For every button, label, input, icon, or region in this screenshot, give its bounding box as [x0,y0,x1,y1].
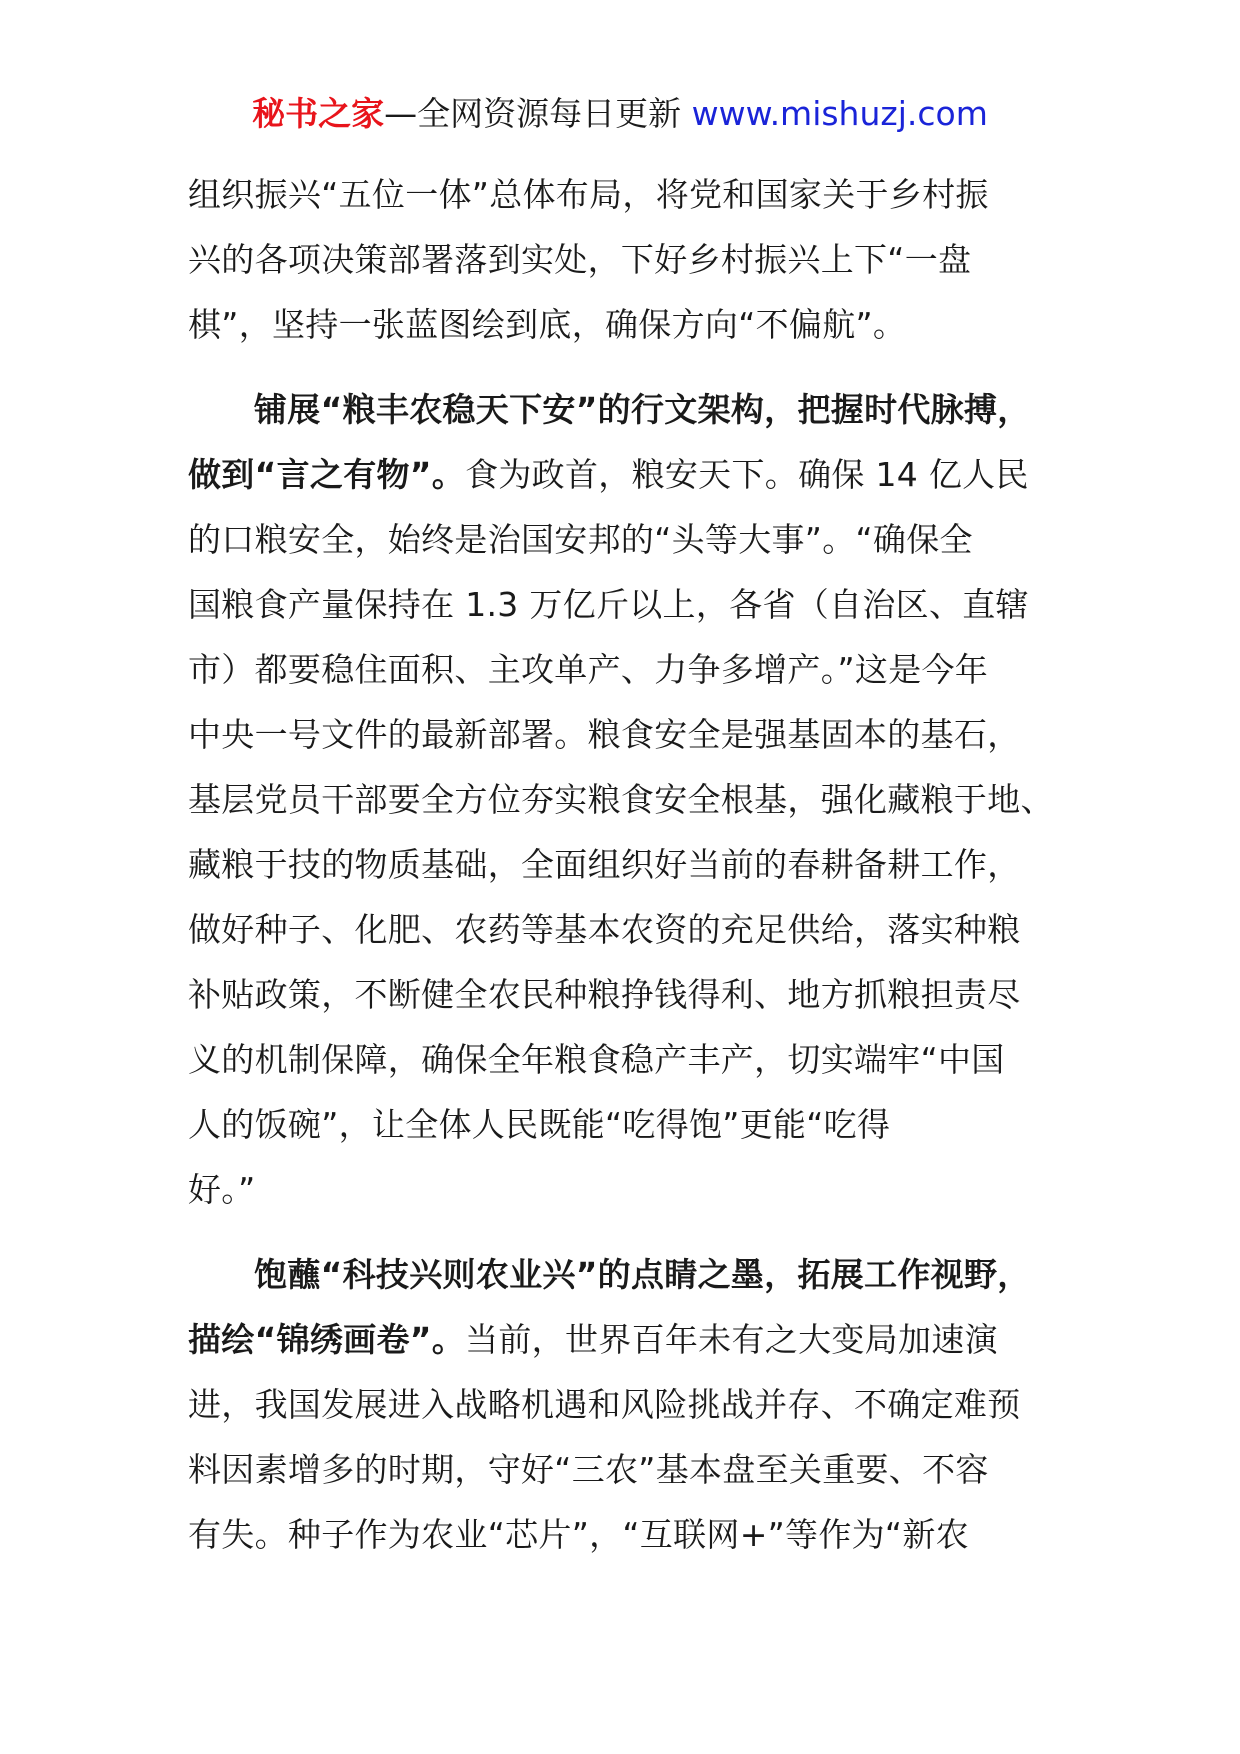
text-line: 基层党员干部要全方位夯实粮食安全根基，强化藏粮于地、 [188,780,1054,819]
text-line: 兴的各项决策部署落到实处，下好乡村振兴上下“一盘 [188,240,972,279]
text-segment: 食为政首，粮安天下。确保 14 亿人民 [465,455,1029,494]
text-line: 有失。种子作为农业“芯片”，“互联网+”等作为“新农 [188,1515,969,1554]
paragraph-3 [188,1242,1088,1567]
document-body [188,162,1088,1567]
text-line: 做好种子、化肥、农药等基本农资的充足供给，落实种粮 [188,910,1021,949]
text-line: 中央一号文件的最新部署。粮食安全是强基固本的基石， [188,715,1021,754]
text-line: 国粮食产量保持在 1.3 万亿斤以上，各省（自治区、直辖 [188,585,1029,624]
text-line: 补贴政策，不断健全农民种粮挣钱得利、地方抓粮担责尽 [188,975,1021,1014]
text-line: 好。” [188,1170,256,1209]
text-line: 藏粮于技的物质基础，全面组织好当前的春耕备耕工作， [188,845,1021,884]
text-line: 市）都要稳住面积、主攻单产、力争多增产。”这是今年 [188,650,989,689]
text-line: 的口粮安全，始终是治国安邦的“头等大事”。“确保全 [188,520,973,559]
section-heading-end: 做到“言之有物”。 [188,455,466,494]
text-line: 棋”，坚持一张蓝图绘到底，确保方向“不偏航”。 [188,305,907,344]
site-url-link[interactable]: www.mishuzj.com [691,94,988,133]
header-slogan: —全网资源每日更新 [384,94,692,133]
section-heading: 饱蘸“科技兴则农业兴”的点睛之墨，拓展工作视野， [254,1255,1031,1294]
text-line [188,442,1088,507]
site-header [0,92,1240,136]
text-line: 义的机制保障，确保全年粮食稳产丰产，切实端牢“中国 [188,1040,1005,1079]
section-heading-end: 描绘“锦绣画卷”。 [188,1320,466,1359]
text-line: 组织振兴“五位一体”总体布局，将党和国家关于乡村振 [188,175,989,214]
text-line: 进，我国发展进入战略机遇和风险挑战并存、不确定难预 [188,1385,1021,1424]
text-line: 料因素增多的时期，守好“三农”基本盘至关重要、不容 [188,1450,989,1489]
text-line: 人的饭碗”，让全体人民既能“吃得饱”更能“吃得 [188,1105,891,1144]
text-segment: 当前，世界百年未有之大变局加速演 [465,1320,998,1359]
text-line [188,1307,1088,1372]
brand-name: 秘书之家 [252,94,385,133]
section-heading: 铺展“粮丰农稳天下安”的行文架构，把握时代脉搏， [254,390,1031,429]
paragraph-2 [188,377,1088,1222]
paragraph-1 [188,162,1088,357]
